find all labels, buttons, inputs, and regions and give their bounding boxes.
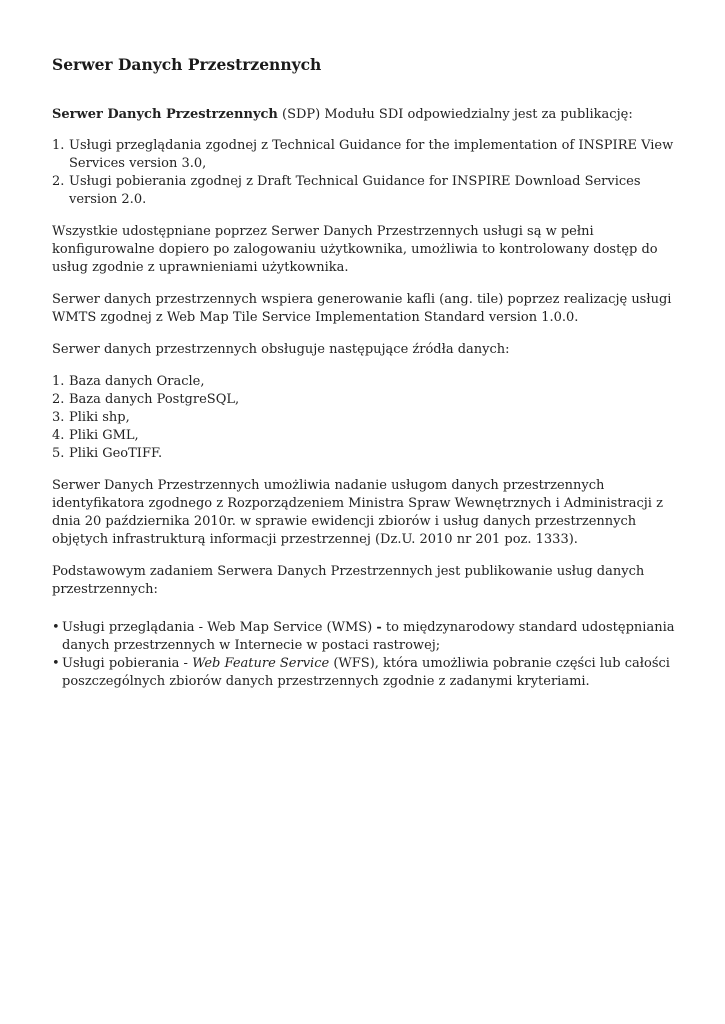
- list-item-text: Pliki shp,: [69, 410, 130, 425]
- list-item-text: Baza danych Oracle,: [69, 374, 205, 389]
- bullet-item-wfs: [52, 655, 682, 691]
- wms-text-post: to międzynarodowy standard udostępniania danych przestrzennych w Internecie w postaci rastrowej;: [62, 620, 675, 653]
- bullet-item-wms: [52, 619, 682, 655]
- services-bullet-list: [52, 619, 682, 691]
- list-number: 5.: [52, 446, 65, 461]
- tiles-paragraph: Serwer danych przestrzennych wspiera generowanie kafli (ang. tile) poprzez realizację usługi WMTS zgodnej z Web Map Tile Service Implementation Standard version 1.0.0.: [52, 292, 672, 325]
- wfs-text-post: (WFS), która umożliwia pobranie części lub całości poszczególnych zbiorów danych przestrzennych zgodnie z zadanymi kryteriami.: [62, 656, 670, 689]
- list-number: 3.: [52, 410, 65, 425]
- services-list: [52, 137, 682, 209]
- task-paragraph: Podstawowym zadaniem Serwera Danych Przestrzennych jest publikowanie usług danych przestrzennych:: [52, 564, 645, 597]
- wms-text-pre: Usługi przeglądania - Web Map Service (WMS): [62, 620, 377, 635]
- document-body: [52, 106, 682, 705]
- list-number: 1.: [52, 374, 65, 389]
- page-title: Serwer Danych Przestrzennych: [52, 55, 322, 74]
- list-number: 1.: [52, 138, 65, 153]
- list-item: [52, 445, 682, 463]
- list-item-text: Usługi przeglądania zgodnej z Technical Guidance for the implementation of INSPIRE View Services version 3.0,: [69, 138, 674, 171]
- list-item: [52, 427, 682, 445]
- bullet-icon: •: [52, 620, 60, 635]
- list-number: 2.: [52, 392, 65, 407]
- list-number: 4.: [52, 428, 65, 443]
- wfs-italic-text: Web Feature Service: [192, 656, 330, 671]
- wfs-text-pre: Usługi pobierania -: [62, 656, 193, 671]
- access-paragraph: Wszystkie udostępniane poprzez Serwer Danych Przestrzennych usługi są w pełni konfigurowalne dopiero po zalogowaniu użytkownika, umożliwia to kontrolowany dostęp do usług zgodnie z uprawnieniami użytkownika.: [52, 224, 658, 275]
- list-item: [52, 173, 682, 209]
- wms-dash: -: [376, 620, 382, 635]
- list-number: 2.: [52, 174, 65, 189]
- list-item-text: Usługi pobierania zgodnej z Draft Technical Guidance for INSPIRE Download Services version 2.0.: [69, 174, 641, 207]
- list-item-text: Pliki GeoTIFF.: [69, 446, 163, 461]
- list-item: [52, 409, 682, 427]
- sources-paragraph: Serwer danych przestrzennych obsługuje następujące źródła danych:: [52, 342, 510, 357]
- identifier-paragraph: Serwer Danych Przestrzennych umożliwia nadanie usługom danych przestrzennych identyfikatora zgodnego z Rozporządzeniem Ministra Spraw Wewnętrznych i Administracji z dnia 20 października 2010r. w sprawie ewidencji zbiorów i usług danych przestrzennych objętych infrastrukturą informacji przestrzennej (Dz.U. 2010 nr 201 poz. 1333).: [52, 478, 663, 547]
- list-item: [52, 391, 682, 409]
- list-item: [52, 373, 682, 391]
- list-item: [52, 137, 682, 173]
- list-item-text: Pliki GML,: [69, 428, 139, 443]
- intro-text: (SDP) Modułu SDI odpowiedzialny jest za publikację:: [277, 107, 633, 122]
- intro-bold-text: Serwer Danych Przestrzennych: [52, 107, 278, 122]
- list-item-text: Baza danych PostgreSQL,: [69, 392, 240, 407]
- sources-list: [52, 373, 682, 463]
- intro-paragraph: [52, 106, 682, 124]
- bullet-icon: •: [52, 656, 60, 671]
